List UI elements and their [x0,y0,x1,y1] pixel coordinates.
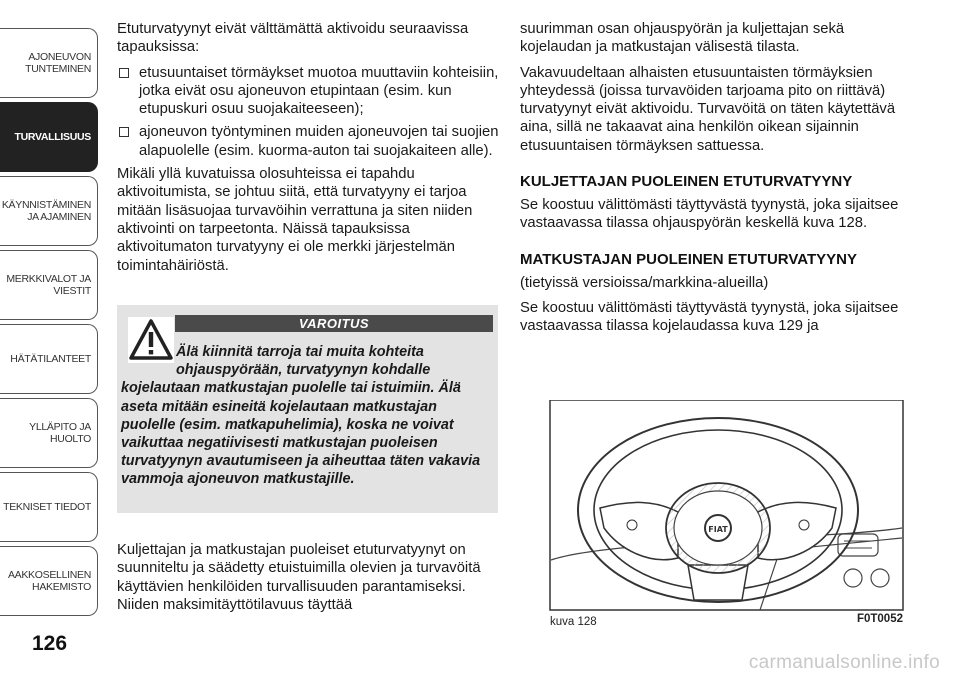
section-heading-driver: KULJETTAJAN PUOLEINEN ETUTURVATYYNY [520,173,853,191]
tab-hatatilanteet[interactable]: HÄTÄTILANTEET [0,324,98,394]
list-item-text: etusuuntaiset törmäykset muotoa muuttaviin kohteisiin, jotka eivät osu ajoneuvon etupintaan (esim. kun etupuskuri osuu suojakaiteeseen); [139,64,499,118]
version-note: (tietyissä versioissa/markkina-alueilla) [520,274,769,291]
tab-hakemisto[interactable]: AAKKOSELLINEN HAKEMISTO [0,546,98,616]
intro-paragraph: Etuturvatyynyt eivät välttämättä aktivoidu seuraavissa tapauksissa: [117,21,469,56]
tab-turvallisuus[interactable]: TURVALLISUUS [0,102,98,172]
figure-caption: kuva 128 [550,616,597,628]
chapter-sidebar [0,0,100,640]
steering-wheel-illustration [520,400,905,612]
tab-tekniset-tiedot[interactable]: TEKNISET TIEDOT [0,472,98,542]
tab-kaynnistaminen[interactable]: KÄYNNISTÄMINEN JA AJAMINEN [0,176,98,246]
warning-box [117,305,498,513]
fiat-badge: FIAT [708,525,728,534]
checkbox-bullet-icon [119,127,129,137]
warning-text-lead: Älä kiinnitä tarroja tai muita kohteita ohjauspyörään, turvatyynyn kohdalle [176,344,431,379]
section-heading-passenger: MATKUSTAJAN PUOLEINEN ETUTURVATYYNY [520,250,857,268]
left-column [117,20,499,282]
warning-text [121,343,490,489]
list-item [117,123,499,160]
airbag-design-paragraph: Kuljettajan ja matkustajan puoleiset etuturvatyynyt on suunniteltu ja säädetty etuistuimilla olevien ja turvavöitä käyttävien henkilöiden turvallisuuden parantamiseksi. Niiden maksimitäyttötilavuus täyttää [117,542,481,613]
list-item [117,64,499,119]
list-item-text: ajoneuvon työntyminen muiden ajoneuvojen tai suojien alapuolelle (esim. kuorma-auton tai suojakaiteen alle). [139,124,499,159]
tab-merkkivalot[interactable]: MERKKIVALOT JA VIESTIT [0,250,98,320]
warning-text-rest: kojelautaan matkustajan puolelle tai istuimiin. Älä aseta mitään esineitä kojelautaan matkustajan puolelle (esim. matkapuhelimia), koska ne voivat vaikuttaa negatiivisesti matkustajan puoleisen turvatyynyn avautumiseen ja aiheuttaa täten vakavia vammoja ajoneuvon matkustajille. [121,380,481,488]
body-paragraph: suurimman osan ohjauspyörän ja kuljettajan sekä kojelaudan ja matkustajan välisestä tilasta. [520,21,845,56]
figure-code: F0T0052 [856,613,903,625]
bullet-list [117,64,499,160]
right-column [520,20,905,343]
body-paragraph: Mikäli yllä kuvatuissa olosuhteissa ei tapahdu aktivoitumista, se johtuu siitä, että turvatyyny ei tarjoa mitään lisäsuojaa turvavöihin verrattuna ja siten niiden aktivointi on tarpeetonta. Näissä tapauksissa aktivoitumaton turvatyyny ei ole merkki järjestelmän toimintahäiriöstä. [117,166,473,274]
watermark: carmanualsonline.info [748,652,940,673]
body-paragraph: Se koostuu välittömästi täyttyvästä tyynystä, joka sijaitsee vastaavassa tilassa kojelaudassa kuva 129 ja [520,299,899,335]
page-number: 126 [32,632,68,655]
body-paragraph: Vakavuudeltaan alhaisten etusuuntaisten törmäyksien yhteydessä (joissa turvavöiden tarjoama pito on riittävä) turvatyynyt eivät aktivoidu. Turvavöitä on täten käytettävä aina, sillä ne takaavat aina henkilön oikean sijainnin etusuuntaisen törmäyksen sattuessa. [520,64,896,154]
steering-wheel-figure [520,400,905,632]
body-paragraph: Se koostuu välittömästi täyttyvästä tyynystä, joka sijaitsee vastaavassa tilassa ohjauspyörän keskellä kuva 128. [520,197,899,232]
tab-yllapito[interactable]: YLLÄPITO JA HUOLTO [0,398,98,468]
tab-ajoneuvon-tunteminen[interactable]: AJONEUVON TUNTEMINEN [0,28,98,98]
warning-title: VAROITUS [175,315,493,332]
checkbox-bullet-icon [119,68,129,78]
